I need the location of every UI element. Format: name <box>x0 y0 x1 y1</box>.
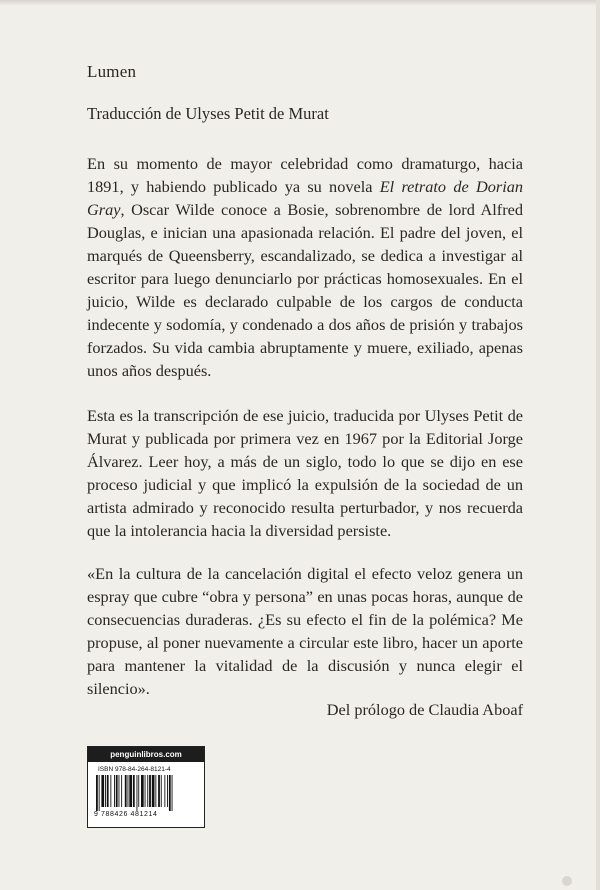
translator-credit: Traducción de Ulyses Petit de Murat <box>87 104 329 123</box>
page-edge-right <box>596 0 600 890</box>
publisher-imprint: Lumen <box>87 62 137 81</box>
synopsis-text-start: En su momento de mayor celebridad como dramaturgo, hacia 1891, y habiendo publicado ya su novela <box>87 154 523 196</box>
novel-title: El retrato de Dorian Gray <box>87 177 523 219</box>
barcode-block <box>87 746 205 828</box>
barcode-image <box>96 775 196 811</box>
synopsis-paragraph <box>87 152 523 382</box>
synopsis-text-end: , Oscar Wilde conoce a Bosie, sobrenombre de lord Alfred Douglas, e inician una apasionada relación. El padre del joven, el marqués de Queensberry, escandalizado, se dedica a investigar al escritor para luego denunciarlo por prácticas homosexuales. En el juicio, Wilde es declarado culpable de los cargos de conducta indecente y sodomía, y condenado a dos años de prisión y trabajos forzados. Su vida cambia abruptamente y muere, exiliado, apenas unos años después. <box>87 200 523 380</box>
prologue-quote: «En la cultura de la cancelación digital el efecto veloz genera un espray que cubre “obra y persona” en unas pocas horas, aunque de consecuencias duraderas. ¿Es su efecto el fin de la polémica? Me propuse, al poner nuevamente a circular este libro, hacer un aporte para mantener la vitalidad de la discusión y nunca elegir el silencio». <box>87 564 523 698</box>
page-edge <box>0 0 600 6</box>
isbn-number: ISBN 978-84-264-8121-4 <box>98 766 171 773</box>
quote-attribution: Del prólogo de Claudia Aboaf <box>326 700 523 719</box>
corner-mark <box>562 876 572 886</box>
ean-digits: 9 788426 481214 <box>94 811 158 818</box>
transcription-paragraph: Esta es la transcripción de ese juicio, traducida por Ulyses Petit de Murat y publicada por primera vez en 1967 por la Editorial Jorge Álvarez. Leer hoy, a más de un siglo, todo lo que se dijo en ese proceso judicial y que implicó la expulsión de la sociedad de un artista admirado y reconocido resulta perturbador, y nos recuerda que la intolerancia hacia la diversidad persiste. <box>87 406 523 540</box>
publisher-website: penguinlibros.com <box>88 747 204 762</box>
